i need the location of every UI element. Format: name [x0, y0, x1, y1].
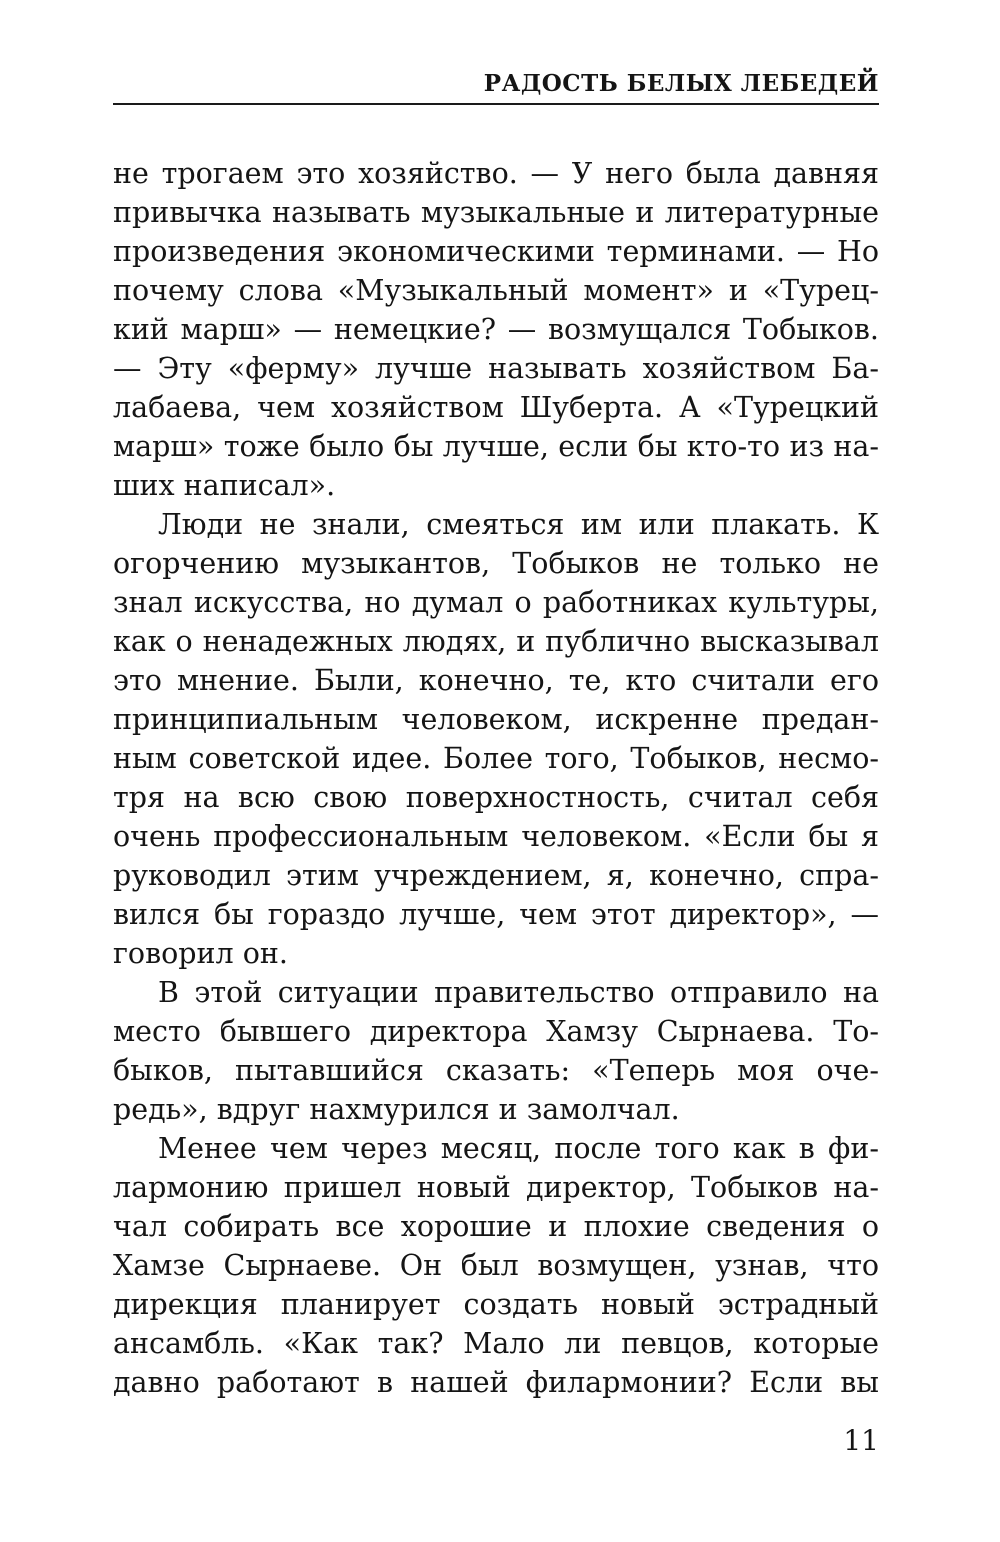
header-rule — [113, 103, 879, 105]
text-line: кий марш» — немецкие? — возмущался Тобыков. — [113, 313, 879, 346]
text-line: чал собирать все хорошие и плохие сведения о — [113, 1210, 879, 1243]
text-line: ным советской идее. Более того, Тобыков, несмо- — [113, 742, 879, 775]
text-line: очень профессиональным человеком. «Если бы я — [113, 820, 879, 853]
text-line: привычка называть музыкальные и литературные — [113, 196, 879, 229]
text-line: редь», вдруг нахмурился и замолчал. — [113, 1093, 680, 1126]
text-line: В этой ситуации правительство отправило на — [158, 976, 879, 1009]
text-line: руководил этим учреждением, я, конечно, спра- — [113, 859, 879, 892]
page-number: 11 — [843, 1424, 879, 1457]
text-line: Люди не знали, смеяться им или плакать. К — [158, 508, 879, 541]
text-line: место бывшего директора Хамзу Сырнаева. То- — [113, 1015, 879, 1048]
running-title: РАДОСТЬ БЕЛЫХ ЛЕБЕДЕЙ — [483, 70, 879, 97]
text-line: говорил он. — [113, 937, 288, 970]
body-text — [113, 154, 879, 1402]
text-line: — Эту «ферму» лучше называть хозяйством Ба- — [113, 352, 879, 385]
text-line: быков, пытавшийся сказать: «Теперь моя оче- — [113, 1054, 879, 1087]
text-line: ансамбль. «Как так? Мало ли певцов, которые — [113, 1327, 879, 1360]
text-line: почему слова «Музыкальный момент» и «Турец- — [113, 274, 879, 307]
text-line: давно работают в нашей филармонии? Если вы — [113, 1366, 879, 1399]
text-line: знал искусства, но думал о работниках культуры, — [113, 586, 879, 619]
text-line: вился бы гораздо лучше, чем этот директор», — — [113, 898, 879, 931]
text-line: как о ненадежных людях, и публично высказывал — [113, 625, 879, 658]
text-line: лармонию пришел новый директор, Тобыков на- — [113, 1171, 879, 1204]
text-line: принципиальным человеком, искренне предан- — [113, 703, 879, 736]
text-line: лабаева, чем хозяйством Шуберта. А «Турецкий — [113, 391, 879, 424]
text-line: огорчению музыкантов, Тобыков не только не — [113, 547, 879, 580]
text-line: не трогаем это хозяйство. — У него была давняя — [113, 157, 879, 190]
text-line: это мнение. Были, конечно, те, кто считали его — [113, 664, 879, 697]
text-line: тря на всю свою поверхностность, считал себя — [113, 781, 879, 814]
text-line: дирекция планирует создать новый эстрадный — [113, 1288, 879, 1321]
text-line: Менее чем через месяц, после того как в фи- — [158, 1132, 879, 1165]
text-line: ших написал». — [113, 469, 336, 502]
text-line: произведения экономическими терминами. — Но — [113, 235, 879, 268]
text-line: марш» тоже было бы лучше, если бы кто-то из на- — [113, 430, 879, 463]
text-line: Хамзе Сырнаеве. Он был возмущен, узнав, что — [113, 1249, 879, 1282]
